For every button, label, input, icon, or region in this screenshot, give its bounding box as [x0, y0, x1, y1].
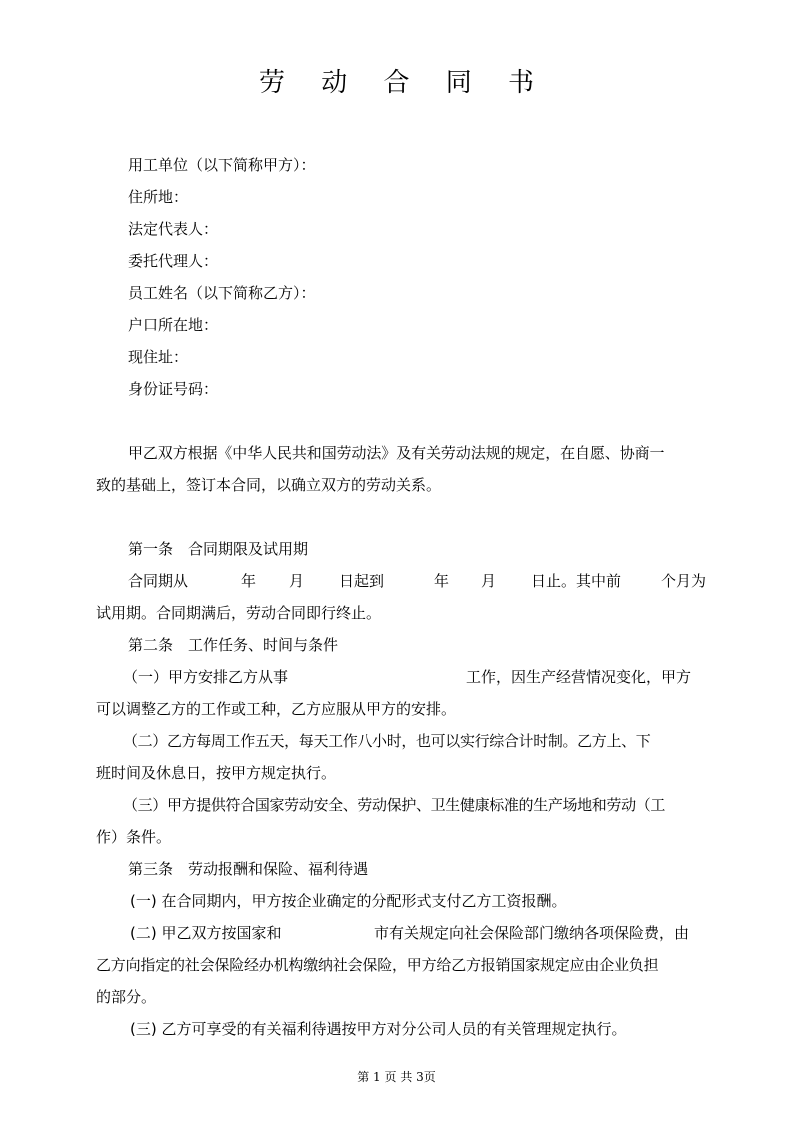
intro-line-2: 致的基础上，签订本合同，以确立双方的劳动关系。 — [96, 476, 442, 494]
article-1-term-month-2: 月 — [481, 572, 497, 590]
id-number-field-label: 身份证号码： — [128, 380, 219, 398]
article-3-item-2-line-3: 的部分。 — [96, 988, 157, 1006]
article-1-term-part-1: 合同期从 — [128, 572, 189, 590]
article-3-item-1: (一) 在合同期内，甲方按企业确定的分配形式支付乙方工资报酬。 — [130, 892, 567, 910]
article-2-item-1-line-2: 可以调整乙方的工作或工种，乙方应服从甲方的安排。 — [96, 700, 457, 718]
article-1-term-month-1: 月 — [289, 572, 305, 590]
legal-representative-field-label: 法定代表人： — [128, 220, 219, 238]
article-1-term-year-2: 年 — [434, 572, 450, 590]
article-1-term-year-1: 年 — [241, 572, 257, 590]
address-field-label: 住所地： — [128, 188, 189, 206]
household-register-field-label: 户口所在地： — [128, 316, 219, 334]
article-2-item-2-line-2: 班时间及休息日，按甲方规定执行。 — [96, 764, 337, 782]
article-2-item-2-line-1: （二）乙方每周工作五天，每天工作八小时，也可以实行综合计时制。乙方上、下 — [123, 732, 651, 750]
employee-name-field-label: 员工姓名（以下简称乙方）： — [128, 284, 316, 302]
article-2-item-3-line-1: （三）甲方提供符合国家劳动安全、劳动保护、卫生健康标准的生产场地和劳动（工 — [123, 796, 666, 814]
article-1-line-2: 试用期。合同期满后，劳动合同即行终止。 — [96, 604, 382, 622]
authorized-agent-field-label: 委托代理人： — [128, 252, 219, 270]
article-3-heading: 第三条 劳动报酬和保险、福利待遇 — [128, 860, 369, 878]
article-2-item-1-part-1: （一）甲方安排乙方从事 — [123, 668, 289, 686]
page-number-footer: 第 1 页 共 3页 — [357, 1070, 436, 1084]
article-2-heading: 第二条 工作任务、时间与条件 — [128, 636, 339, 654]
employer-field-label: 用工单位（以下简称甲方）： — [128, 156, 316, 174]
article-3-item-2-part-1: (二) 甲乙双方按国家和 — [130, 924, 282, 942]
article-1-term-day-1: 日起到 — [339, 572, 385, 590]
current-address-field-label: 现住址： — [128, 348, 189, 366]
article-2-item-3-line-2: 作）条件。 — [96, 828, 172, 846]
intro-line-1: 甲乙双方根据《中华人民共和国劳动法》及有关劳动法规的规定，在自愿、协商一 — [128, 444, 665, 462]
article-2-item-1-part-2: 工作，因生产经营情况变化，甲方 — [466, 668, 692, 686]
article-1-term-day-2: 日止。其中前 — [531, 572, 622, 590]
article-3-item-2-line-2: 乙方向指定的社会保险经办机构缴纳社会保险，甲方给乙方报销国家规定应由企业负担 — [96, 956, 659, 974]
article-3-item-3: (三) 乙方可享受的有关福利待遇按甲方对分公司人员的有关管理规定执行。 — [130, 1020, 627, 1038]
article-3-item-2-part-2: 市有关规定向社会保险部门缴纳各项保险费，由 — [374, 924, 690, 942]
document-title: 劳 动 合 同 书 — [258, 68, 549, 98]
article-1-term-months: 个月为 — [661, 572, 707, 590]
article-1-heading: 第一条 合同期限及试用期 — [128, 540, 309, 558]
